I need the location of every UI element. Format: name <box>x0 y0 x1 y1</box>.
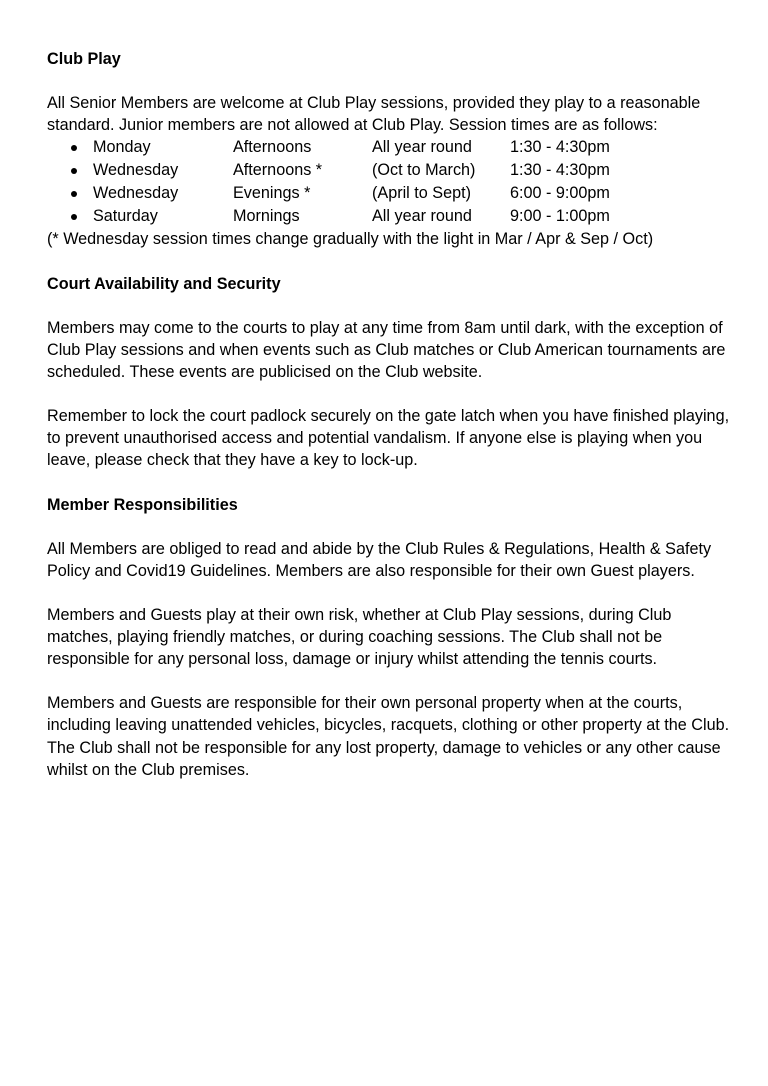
court-availability-heading: Court Availability and Security <box>47 274 281 293</box>
session-time: 1:30 - 4:30pm <box>510 161 610 180</box>
session-times-list <box>47 136 737 228</box>
session-period: Afternoons <box>233 138 312 157</box>
spacer <box>47 516 737 538</box>
risk-paragraph: Members and Guests play at their own risk, whether at Club Play sessions, during Club matches, playing friendly matches, or during coaching sessions. The Club shall not be responsible for any personal loss, damage or injury whilst attending the tennis courts. <box>47 605 672 669</box>
session-time: 9:00 - 1:00pm <box>510 207 610 226</box>
spacer <box>47 295 737 317</box>
rules-paragraph: All Members are obliged to read and abide by the Club Rules & Regulations, Health & Safety Policy and Covid19 Guidelines. Members are also responsible for their own Guest players. <box>47 539 712 580</box>
session-period: Afternoons * <box>233 161 323 180</box>
session-item <box>47 159 737 182</box>
spacer <box>47 383 737 405</box>
session-day: Saturday <box>93 207 158 226</box>
session-time: 1:30 - 4:30pm <box>510 138 610 157</box>
spacer <box>47 471 737 493</box>
session-season: (April to Sept) <box>372 184 471 203</box>
bullet-icon <box>71 214 77 220</box>
session-day: Monday <box>93 138 151 157</box>
bullet-icon <box>71 191 77 197</box>
session-day: Wednesday <box>93 184 179 203</box>
court-availability-paragraph: Members may come to the courts to play at any time from 8am until dark, with the exception of Club Play sessions and when events such as Club matches or Club American tournaments are scheduled. These events are publicised on the Club website. <box>47 318 726 381</box>
session-item <box>47 182 737 205</box>
session-period: Mornings <box>233 207 300 226</box>
bullet-icon <box>71 145 77 151</box>
session-day: Wednesday <box>93 161 179 180</box>
session-item <box>47 136 737 159</box>
document-page <box>47 48 737 781</box>
spacer <box>47 670 737 692</box>
court-security-paragraph: Remember to lock the court padlock securely on the gate latch when you have finished playing, to prevent unauthorised access and potential vandalism. If anyone else is playing when you leave, please check that they have a key to lock-up. <box>47 407 730 470</box>
session-season: All year round <box>372 207 472 226</box>
bullet-icon <box>71 168 77 174</box>
session-footnote: (* Wednesday session times change gradually with the light in Mar / Apr & Sep / Oct) <box>47 230 654 249</box>
member-responsibilities-heading: Member Responsibilities <box>47 495 238 514</box>
club-play-intro: All Senior Members are welcome at Club Play sessions, provided they play to a reasonable standard. Junior members are not allowed at Club Play. Session times are as follows: <box>47 94 701 135</box>
session-season: All year round <box>372 138 472 157</box>
spacer <box>47 250 737 272</box>
spacer <box>47 70 737 92</box>
session-item <box>47 205 737 228</box>
club-play-heading: Club Play <box>47 50 121 68</box>
session-season: (Oct to March) <box>372 161 476 180</box>
session-time: 6:00 - 9:00pm <box>510 184 610 203</box>
spacer <box>47 582 737 604</box>
session-period: Evenings * <box>233 184 311 203</box>
property-paragraph: Members and Guests are responsible for their own personal property when at the courts, including leaving unattended vehicles, bicycles, racquets, clothing or other property at the Club. The Club shall not be responsible for any lost property, damage to vehicles or any other cause whilst on the Club premises. <box>47 694 730 779</box>
